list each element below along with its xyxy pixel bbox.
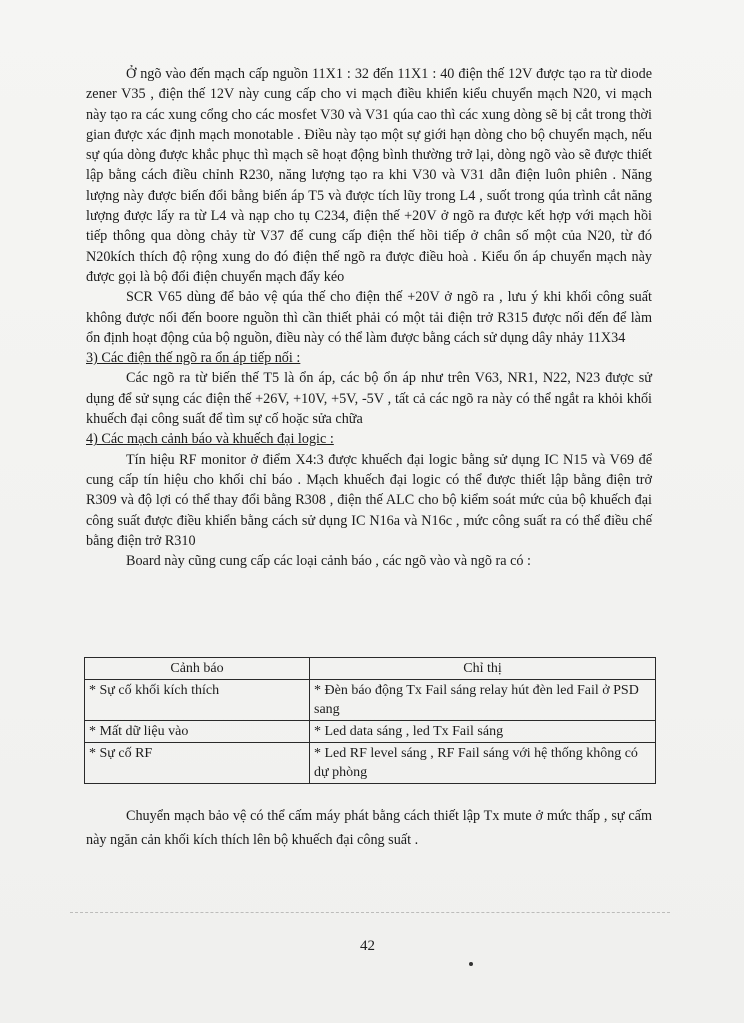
- paragraph-rf-monitor: Tín hiệu RF monitor ở điểm X4:3 được khuếch đại logic bằng sử dụng IC N15 và V69 để cung cấp tín hiệu cho khối chỉ báo . Mạch khuếch đại logic có thể được thiết lập bằng điện trở R309 và độ lợi có thể thay đổi bằng R308 , điện thế ALC cho bộ kiểm soát mức của bộ khuếch đại công suất được điều khiển bằng cách sử dụng IC N16a và N16c , mức công suất ra có thể điều chế bằng điện trở R310: [86, 451, 652, 549]
- table-cell: * Mất dữ liệu vào: [85, 721, 310, 743]
- section-heading-4: 4) Các mạch cảnh báo và khuếch đại logic :: [86, 431, 334, 448]
- page-number: 42: [360, 938, 375, 954]
- paragraph-regulated-outputs: Các ngõ ra từ biến thế T5 là ổn áp, các bộ ổn áp như trên V63, NR1, N22, N23 được sử dụng để sử sụng các điện thế +26V, +10V, +5V, -5V , tất cả các ngõ ra này có thể ngắt ra khỏi khối khuếch đại công suất để tìm sự cố hoặc sửa chữa: [86, 370, 652, 428]
- table-cell: * Sự cố khối kích thích: [85, 680, 310, 721]
- column-header-indicator: Chỉ thị: [310, 658, 656, 680]
- table-header-row: [85, 658, 656, 680]
- alerts-table: [84, 657, 656, 784]
- table-cell: * Đèn báo động Tx Fail sáng relay hút đèn led Fail ở PSD sang: [310, 680, 656, 721]
- paragraph-tx-mute: Chuyển mạch bảo vệ có thể cấm máy phát bằng cách thiết lập Tx mute ở mức thấp , sự cấm này ngăn cản khối kích thích lên bộ khuếch đại công suất .: [86, 808, 652, 848]
- body-text: [86, 64, 652, 571]
- scan-rule-line: [70, 912, 670, 913]
- paragraph-scr-protection: SCR V65 dùng để bảo vệ qúa thế cho điện thế +20V ở ngõ ra , lưu ý khi khối công suất không được nối đến boore nguồn thì cần thiết phải có một tải điện trở R315 được nối đến để làm ổn định hoạt động của bộ nguồn, điều này có thể làm được bằng cách sử dụng dây nhảy 11X34: [86, 289, 652, 346]
- table-cell: * Led RF level sáng , RF Fail sáng với hệ thống không có dự phòng: [310, 743, 656, 784]
- table-row: [85, 743, 656, 784]
- table-cell: * Led data sáng , led Tx Fail sáng: [310, 721, 656, 743]
- paragraph-board-alerts: Board này cũng cung cấp các loại cảnh báo , các ngõ vào và ngõ ra có :: [126, 553, 531, 570]
- table-row: [85, 680, 656, 721]
- scan-speck: [469, 962, 473, 966]
- table-row: [85, 721, 656, 743]
- paragraph-power-input: Ở ngõ vào đến mạch cấp nguồn 11X1 : 32 đến 11X1 : 40 điện thế 12V được tạo ra từ diode zener V35 , điện thế 12V này cung cấp cho vi mạch điều khiển kiểu chuyển mạch N20, vi mạch này tạo ra các xung cổng cho các mosfet V30 và V31 qúa cao thì các xung dòng sẽ bị cắt trong thời gian được xác định mạch monotable . Điều này tạo một sự giới hạn dòng cho bộ chuyển mạch, nếu sự qúa dòng được khắc phục thì mạch sẽ hoạt động bình thường trở lại, dòng ngõ vào sẽ được thiết lập bằng cách điều chỉnh R230, năng lượng tạo ra khi V30 và V31 dẫn điện luôn phiên . Năng lượng này được biến đổi bằng biến áp T5 và được tích lũy trong L4 , suốt trong qúa trình cắt năng lượng được lấy ra từ L4 và nạp cho tụ C234, điện thế +20V ở ngõ ra được kết hợp với mạch hồi tiếp thông qua dòng chảy từ V37 để cung cấp điện thế hồi tiếp ở chân số một của N20, từ đó N20kích thích độ rộng xung do đó điện thế ngõ ra được điều hoà . Kiểu ổn áp chuyển mạch này được gọi là bộ đổi điện chuyển mạch đẩy kéo: [86, 66, 652, 285]
- column-header-alert: Cảnh báo: [85, 658, 310, 680]
- table-cell: * Sự cố RF: [85, 743, 310, 784]
- section-heading-3: 3) Các điện thế ngõ ra ổn áp tiếp nối :: [86, 350, 301, 367]
